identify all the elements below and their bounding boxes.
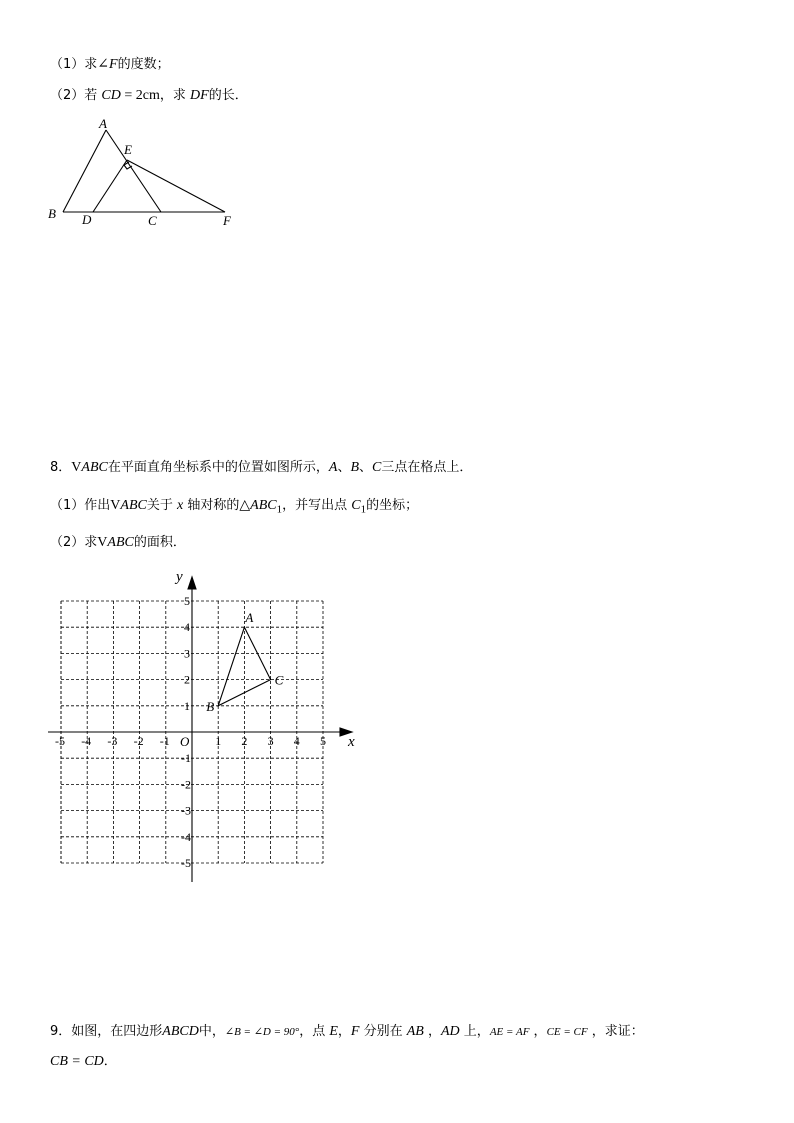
y-tick-label: 2 (184, 672, 190, 687)
y-tick-label: 3 (184, 646, 190, 661)
q9-number: 9．如图，在四边形 (50, 1024, 163, 1039)
x-tick-label: 1 (215, 734, 222, 748)
triangle-symbol: V (71, 460, 82, 475)
segment-ef (127, 160, 225, 212)
label-a: A (99, 116, 107, 131)
q8-point-c1: C (351, 498, 361, 513)
q7-part2-text: 若 (84, 88, 102, 103)
triangle-symbol: V (110, 498, 121, 513)
segment-ac (106, 130, 161, 212)
q9-condition-ce-cf: CE = CF (546, 1026, 588, 1038)
q8-part1-text: 作出 (84, 498, 111, 513)
q9-conclusion-tail: ． (103, 1054, 117, 1069)
label-c: C (148, 213, 157, 228)
point-label-b: B (206, 698, 215, 714)
label-f: F (223, 213, 231, 228)
y-tick-label: -1 (181, 751, 191, 766)
x-tick-label: 5 (320, 734, 326, 748)
q8-part1 (50, 497, 418, 519)
label-e: E (124, 142, 132, 157)
q8-triangle-name: ABC (120, 498, 147, 513)
q9-segment-ad: AD (441, 1024, 460, 1039)
q8-sep: 、 (359, 460, 373, 475)
q9-sep: ， (337, 1024, 351, 1039)
x-tick-label: -1 (159, 734, 170, 748)
q9-stem (50, 1023, 644, 1041)
q8-part2-tail: 的面积． (133, 535, 186, 550)
q9-sep: ， (529, 1024, 547, 1039)
segment-de (93, 160, 127, 212)
q7-part2 (50, 87, 248, 105)
y-tick-label: 5 (184, 594, 190, 608)
q8-axis-var: x (177, 498, 184, 513)
y-tick-label: -2 (181, 777, 191, 792)
segment-ab (63, 130, 106, 212)
subscript: 1 (276, 503, 283, 516)
q9-text: 上， (459, 1024, 490, 1039)
q8-number: 8． (50, 460, 72, 475)
q9-text: 分别在 (359, 1024, 407, 1039)
q7-part1 (50, 56, 170, 74)
q7-part2-mid: ，求 (159, 88, 191, 103)
q9-segment-ab: AB (406, 1024, 424, 1039)
q7-eq-lhs: CD (101, 88, 121, 103)
q7-eq-sign: = (120, 88, 136, 103)
x-tick-label: 4 (293, 734, 300, 748)
y-tick-label: -4 (181, 829, 191, 844)
q7-part1-var: F (109, 57, 118, 72)
q8-point-b: B (350, 460, 360, 475)
y-tick-label: -5 (181, 856, 191, 870)
point-label-c: C (274, 672, 284, 688)
y-axis-arrow (188, 577, 196, 589)
q8-stem (50, 459, 472, 477)
q7-eq-rhs: 2cm (135, 88, 160, 103)
q8-part1-text: 关于 (146, 498, 178, 513)
q9-point-f: F (350, 1024, 360, 1039)
label-d: D (82, 212, 92, 227)
q9-conclusion-eq: CB = CD (50, 1054, 104, 1069)
q9-condition-angles: ∠B = ∠D = 90° (224, 1026, 300, 1038)
subscript: 1 (360, 503, 367, 516)
q9-point-e: E (329, 1024, 338, 1039)
q8-part1-number: （1） (50, 498, 85, 513)
q7-part1-tail: 的度数； (117, 57, 170, 72)
q9-text: 中， (198, 1024, 225, 1039)
q7-triangle-figure (40, 115, 250, 235)
y-tick-label: -3 (181, 803, 191, 818)
x-tick-label: 3 (267, 734, 274, 748)
q8-sep: 、 (337, 460, 351, 475)
label-b: B (48, 206, 56, 221)
q8-stem-text: 在平面直角坐标系中的位置如图所示， (107, 460, 329, 475)
q8-triangle-name: ABC (107, 535, 134, 550)
triangle-symbol: V (97, 535, 108, 550)
x-tick-label: -3 (107, 734, 118, 748)
q8-part1-tail: 的坐标； (366, 498, 419, 513)
q7-part2-tail: 的长． (208, 88, 248, 103)
q8-part2-text: 求 (84, 535, 98, 550)
q9-quad-name: ABCD (162, 1024, 199, 1039)
q8-image-vertex: A (250, 498, 259, 513)
triangle-symbol: △ (239, 498, 251, 513)
q8-stem-tail: 三点在格点上． (381, 460, 473, 475)
q8-part1-text: 轴对称的 (183, 498, 240, 513)
q8-part2 (50, 534, 186, 552)
q8-image-vertex: B (258, 498, 268, 513)
q7-part1-number: （1） (50, 57, 85, 72)
x-tick-label: -2 (133, 734, 144, 748)
coordinate-grid (40, 565, 370, 890)
q7-part1-text: 求 (84, 57, 98, 72)
x-tick-label: -4 (81, 734, 92, 748)
q8-point-a: A (328, 460, 338, 475)
q9-conclusion (50, 1053, 117, 1071)
angle-symbol: ∠ (97, 57, 110, 72)
q8-part2-number: （2） (50, 535, 85, 550)
x-axis-label: x (348, 734, 355, 750)
q8-triangle-name: ABC (81, 460, 108, 475)
origin-label: O (180, 734, 190, 749)
y-tick-label: 1 (184, 698, 190, 713)
q8-point-c: C (372, 460, 382, 475)
q7-part2-var: DF (190, 88, 209, 103)
q9-text: ，求证： (587, 1024, 644, 1039)
q9-text: ，点 (299, 1024, 330, 1039)
q8-image-vertex: C (267, 498, 277, 513)
q9-condition-ae-af: AE = AF (489, 1026, 530, 1038)
x-tick-label: -5 (55, 734, 65, 748)
y-axis-label: y (176, 569, 183, 585)
x-tick-label: 2 (241, 734, 248, 748)
y-tick-label: 4 (184, 620, 190, 635)
point-label-a: A (245, 610, 254, 626)
q9-text: ， (423, 1024, 441, 1039)
q7-part2-number: （2） (50, 88, 85, 103)
q8-part1-text: ，并写出点 (282, 498, 352, 513)
